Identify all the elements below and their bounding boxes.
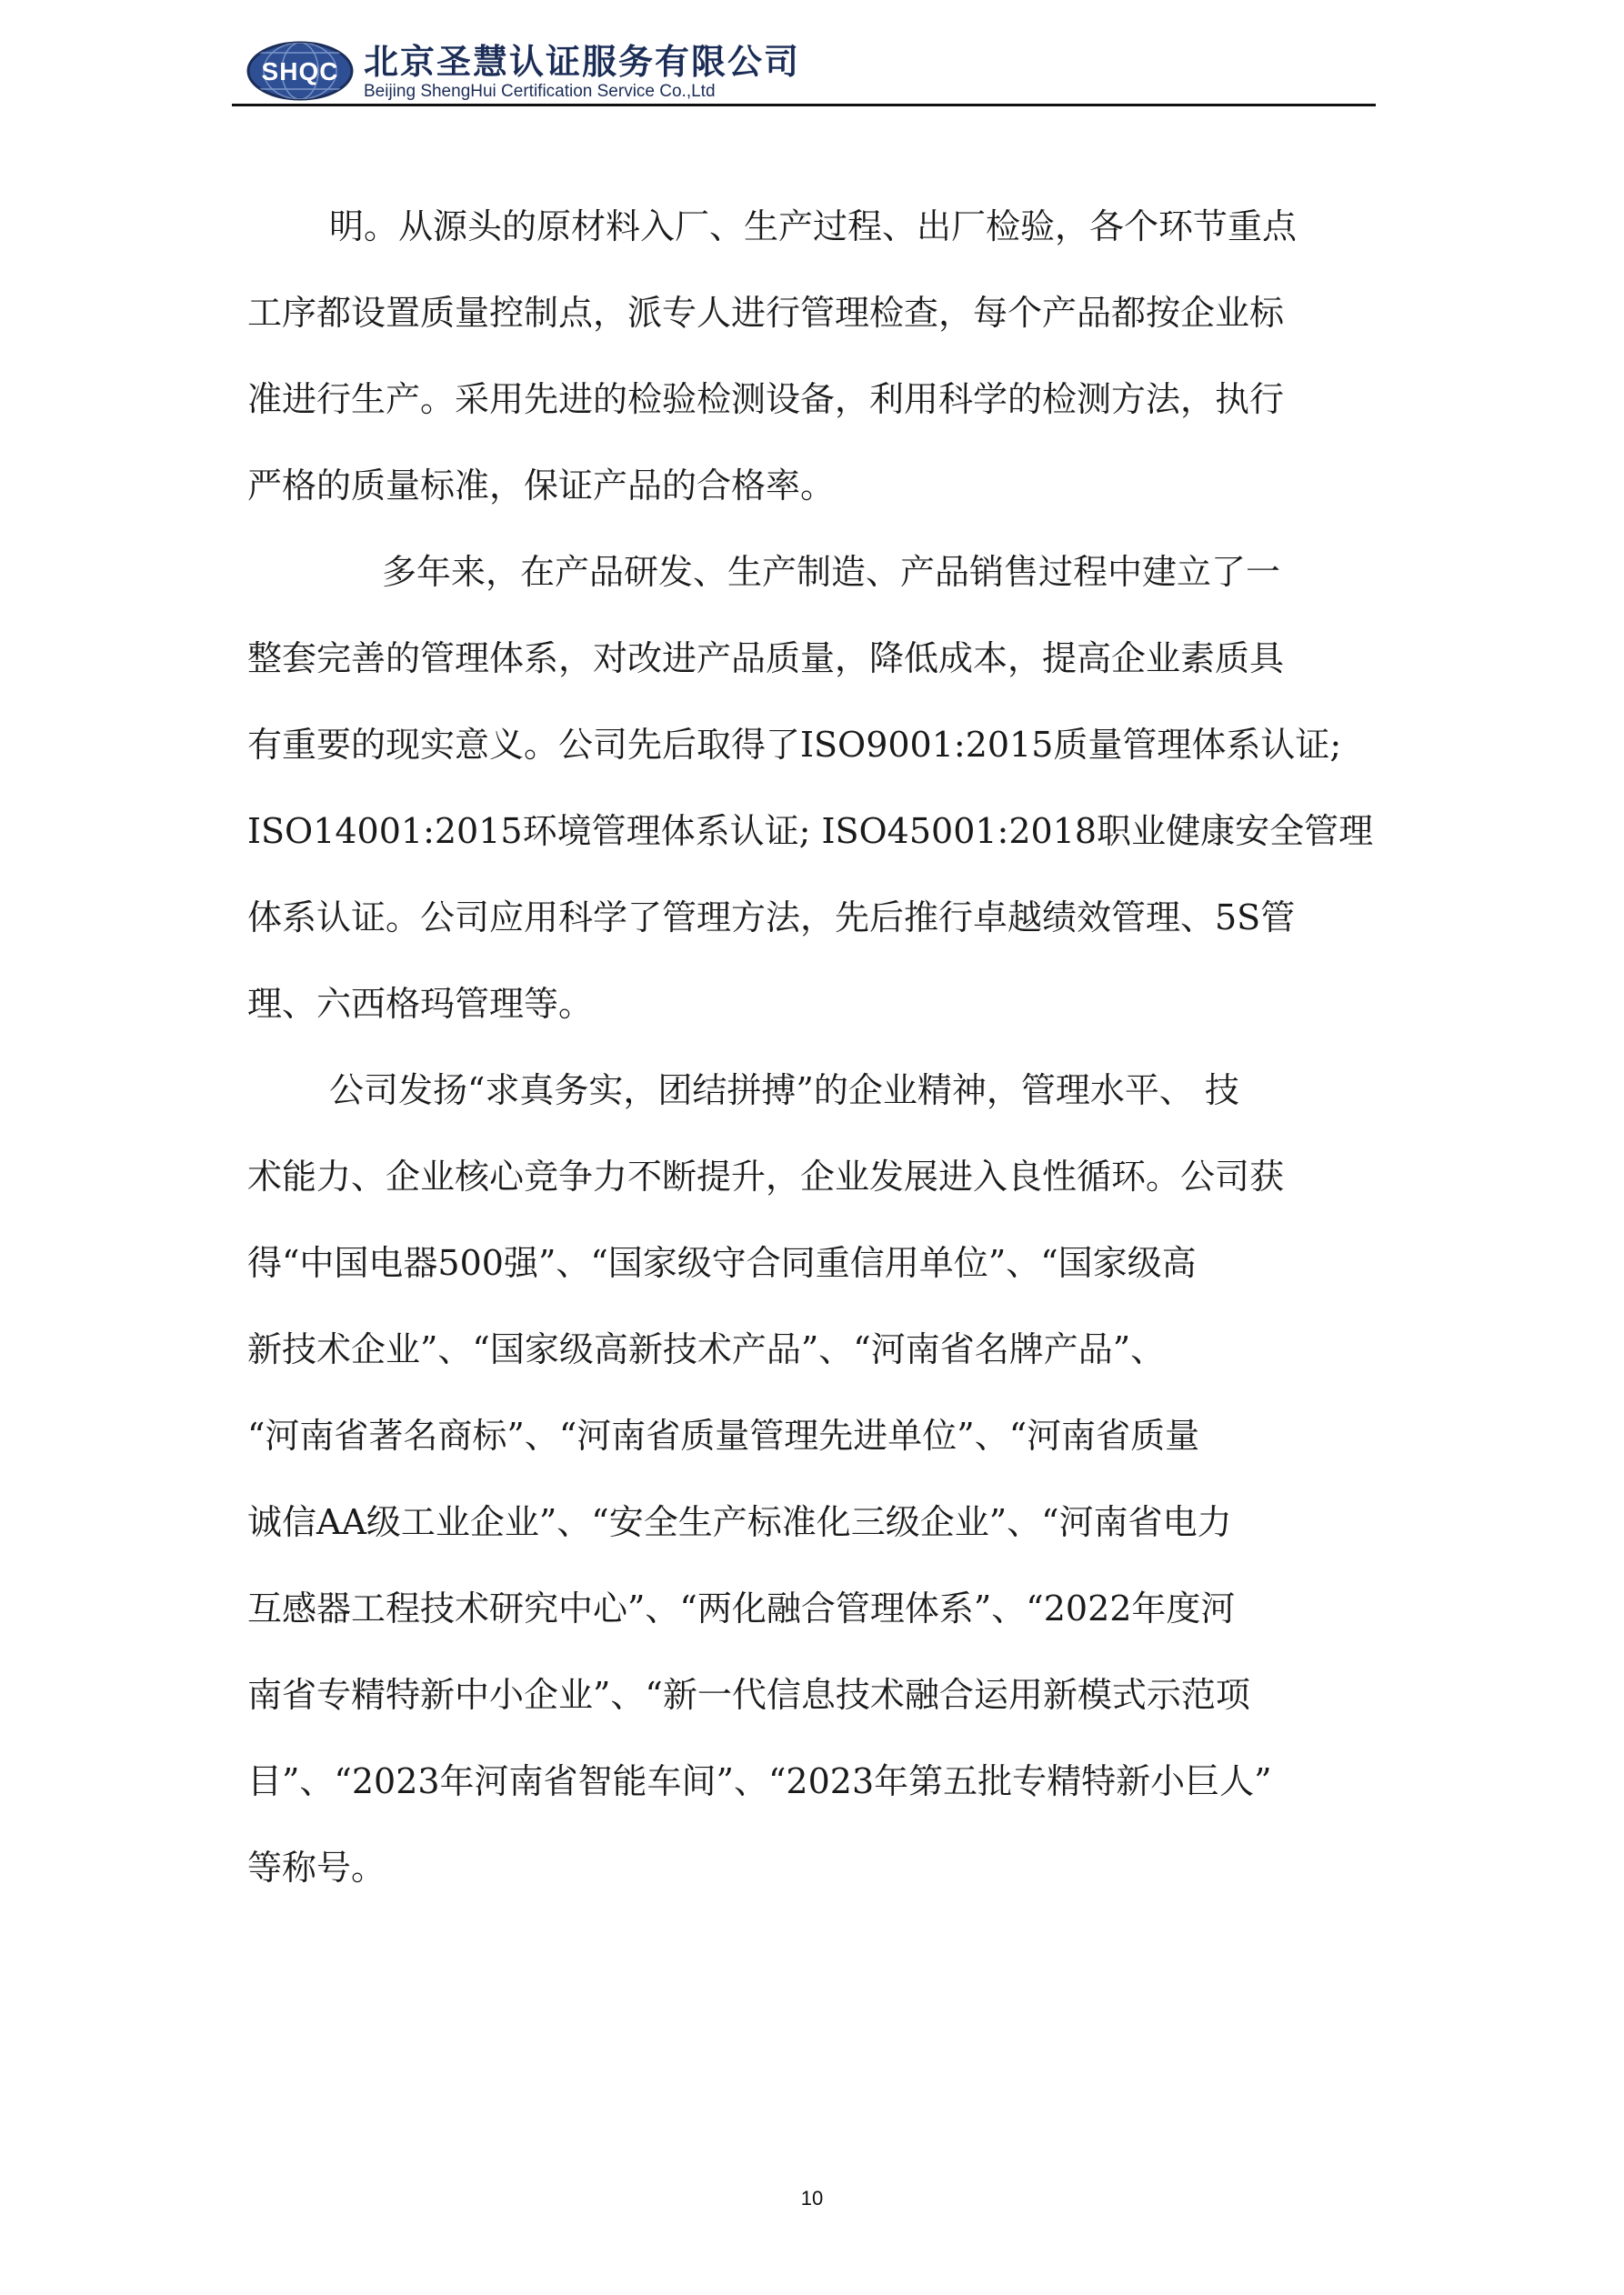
text-line: 诚信AA级工业企业”、“安全生产标准化三级企业”、“河南省电力 [247,1502,1232,1542]
shqc-logo-icon [246,40,355,102]
text-line: 理、六西格玛管理等。 [247,984,594,1024]
body-text [247,184,1391,1911]
page-number: 10 [800,2187,824,2210]
text-line: 术能力、企业核心竞争力不断提升，企业发展进入良性循环。公司获 [247,1157,1285,1197]
page-header [238,36,1375,107]
text-line: 工序都设置质量控制点，派专人进行管理检查，每个产品都按企业标 [247,293,1285,333]
company-name-cn: 北京圣慧认证服务有限公司 [364,42,801,82]
company-name-block [364,42,800,102]
svg-text:SHQC: SHQC [261,57,339,85]
text-line: 等称号。 [247,1848,386,1888]
header-divider [232,104,1376,106]
text-line: 新技术企业”、“国家级高新技术产品”、“河南省名牌产品”、 [247,1329,1166,1369]
text-line: 有重要的现实意义。公司先后取得了ISO9001:2015质量管理体系认证; [247,725,1342,765]
company-name-en: Beijing ShengHui Certification Service Co.,Ltd [364,82,716,101]
text-line: ISO14001:2015环境管理体系认证; ISO45001:2018职业健康安全管理 [247,811,1374,851]
text-line: 体系认证。公司应用科学了管理方法，先后推行卓越绩效管理、5S管 [247,897,1296,937]
text-line: 整套完善的管理体系，对改进产品质量，降低成本，提高企业素质具 [247,638,1285,678]
text-line: 公司发扬“求真务实，团结拼搏”的企业精神，管理水平、 技 [329,1070,1239,1110]
text-line: 严格的质量标准，保证产品的合格率。 [247,466,836,506]
text-line: 南省专精特新中小企业”、“新一代信息技术融合运用新模式示范项 [247,1675,1250,1715]
text-line: 准进行生产。采用先进的检验检测设备，利用科学的检测方法，执行 [247,379,1285,419]
text-line: 多年来，在产品研发、生产制造、产品销售过程中建立了一 [382,552,1281,592]
text-line: 目”、“2023年河南省智能车间”、“2023年第五批专精特新小巨人” [247,1761,1272,1801]
text-line: “河南省著名商标”、“河南省质量管理先进单位”、“河南省质量 [247,1416,1200,1456]
text-line: 互感器工程技术研究中心”、“两化融合管理体系”、“2022年度河 [247,1588,1236,1629]
text-line: 明。从源头的原材料入厂、生产过程、出厂检验，各个环节重点 [329,206,1298,246]
text-line: 得“中国电器500强”、“国家级守合同重信用单位”、“国家级高 [247,1243,1197,1283]
